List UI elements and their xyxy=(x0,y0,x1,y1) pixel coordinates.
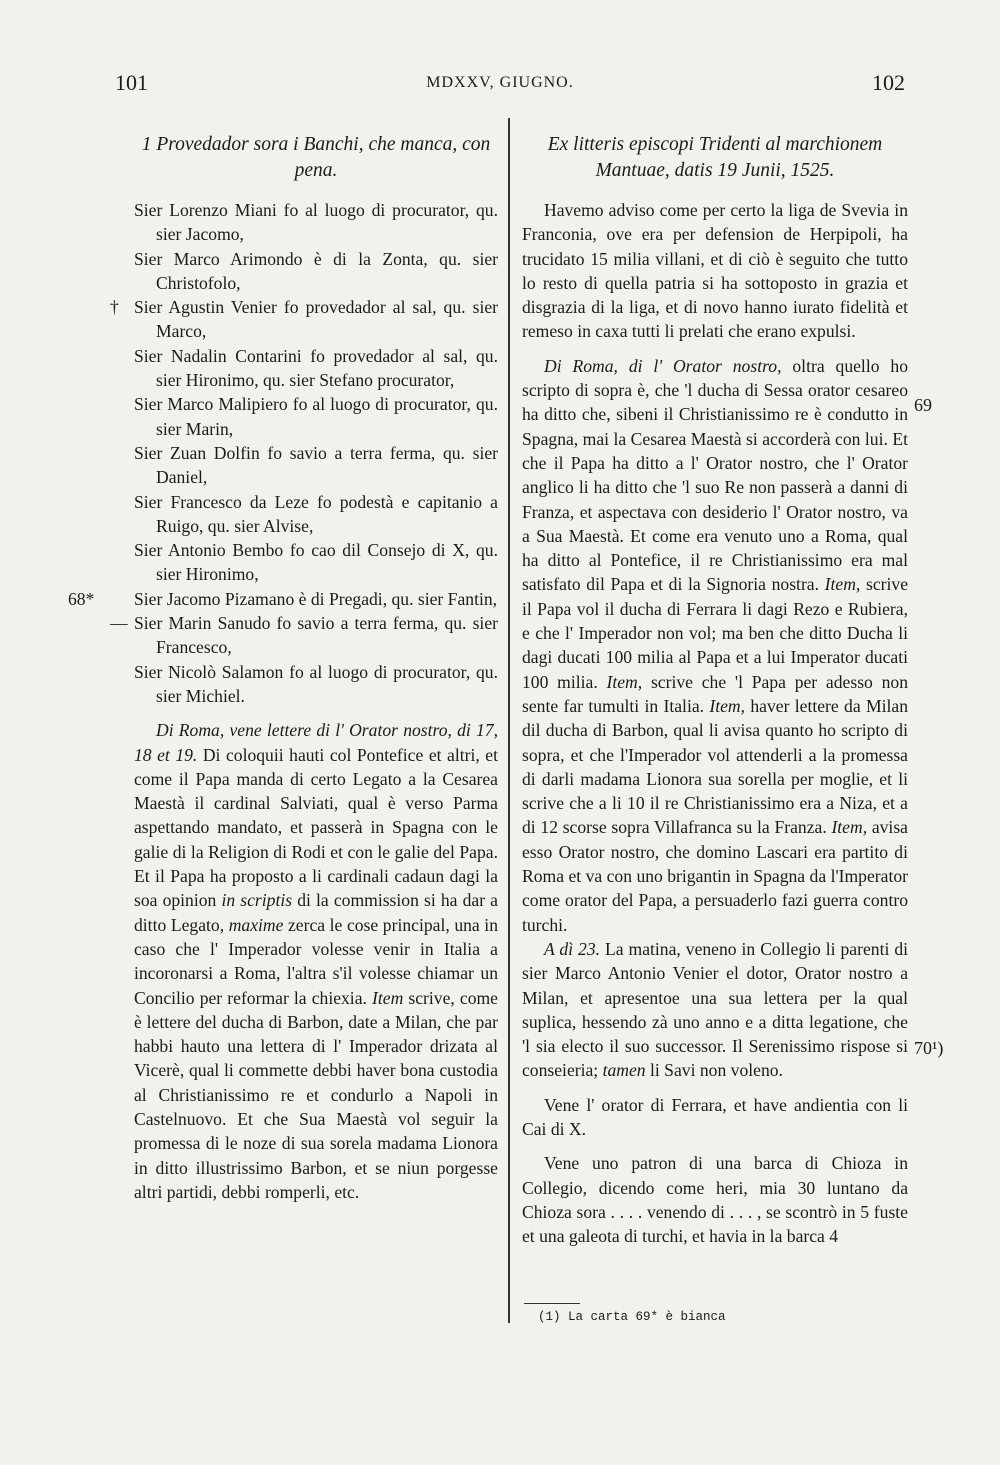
running-header: MDXXV, GIUGNO. xyxy=(426,74,574,91)
margin-folio-69: 69 xyxy=(914,395,932,415)
column-divider xyxy=(508,118,510,1323)
footnote-rule xyxy=(524,1303,580,1304)
margin-folio-68: 68* xyxy=(68,588,95,609)
right-paragraph-23: A dì 23. La matina, veneno in Collegio li parenti di sier Marco Antonio Venier el dotor, Orator nostro a Milan, et apresentoe una sua lettera per la qual suplica, hessendo zà uno anno e a ditta legatione, che 'l sia electo il suo successor. Il Serenissimo rispose si conseieria; tamen li Savi non voleno. xyxy=(522,938,908,1081)
right-section-title: Ex litteris episcopi Tridenti al marchionem Mantuae, datis 19 Junii, 1525. xyxy=(547,134,883,181)
list-item: Sier Marco Malipiero fo al luogo di procurator, qu. sier Marin, xyxy=(134,394,498,439)
list-item: Sier Antonio Bembo fo cao dil Consejo di X, qu. sier Hironimo, xyxy=(134,540,498,585)
left-column xyxy=(68,132,498,1204)
left-section-title: 1 Provedador sora i Banchi, che manca, con pena. xyxy=(141,134,491,181)
dash-mark: — xyxy=(110,613,128,634)
list-item: Sier Marco Arimondo è di la Zonta, qu. sier Christofolo, xyxy=(134,248,498,293)
page-number-right: 102 xyxy=(872,70,905,95)
right-column xyxy=(522,132,908,1248)
page-number-left: 101 xyxy=(115,70,148,95)
left-paragraph-roma: Di Roma, vene lettere di l' Orator nostro, di 17, 18 et 19. Di coloquii hauti col Pontefice et altri, et come il Papa manda di certo Legato a la Cesarea Maestà il cardinal Salviati, qual è verso Parma aspettando mandato, et passerà in Spagna con le galie di la Religion di Rodi et con le galie del Papa. Et il Papa ha proposto a li cardinali cadaun dagi la soa opinion in scriptis di la commission si ha dar a ditto Legato, maxime zerca le cose principal, una in caso che l' Imperador volesse venir in Italia a incoronarsi a Roma, l'altra s'il volesse chiamar un Concilio per reformar la chiexia. Item scrive, come è lettere del ducha di Barbon, date a Milan, che par habbi hauto una lettera di l' Imperador drizata al Vicerè, qual li commette debbi haver bona custodia al Christianissimo re et condurlo a Napoli in Castelnuovo. Et che Sua Maestà vol seguir la promessa di le noze di sua sorela madama Lionora in ditto illustrissimo Barbon, et se niun porgesse altri partidi, debbi romperli, etc. xyxy=(134,720,498,1202)
list-item: 68* Sier Jacomo Pizamano è di Pregadi, qu. sier Fantin, xyxy=(134,587,498,611)
candidate-list xyxy=(68,198,498,708)
footnote: (1) La carta 69* è bianca xyxy=(538,1310,726,1324)
cross-mark: † xyxy=(110,297,119,318)
right-paragraph-svevia: Havemo adviso come per certo la liga de Svevia in Franconia, ove era per defension de Herpipoli, ha trucidato 15 milia villani, et di ciò è seguito che tutto lo resto di quella patria si ha sottoposto in grazia et disgrazia di la liga, et di novo hanno iurato fidelità et remeso in caxa tutti li prelati che erano expulsi. xyxy=(522,200,908,342)
margin-folio-70: 70¹) xyxy=(914,1038,944,1058)
list-item: Sier Zuan Dolfin fo savio a terra ferma, qu. sier Daniel, xyxy=(134,442,498,488)
list-item: — Sier Marin Sanudo fo savio a terra ferma, qu. sier Francesco, xyxy=(110,613,498,658)
right-paragraph-chioza: Vene uno patron di una barca di Chioza in Collegio, dicendo come heri, mia 30 luntano da Chioza sora . . . . venendo di . . . , se scontrò in 5 fuste et una galeota di turchi, et havia in la barca 4 xyxy=(522,1153,908,1247)
list-item: Sier Lorenzo Miani fo al luogo di procurator, qu. sier Jacomo, xyxy=(134,200,498,245)
list-item: Sier Francesco da Leze fo podestà e capitanio a Ruigo, qu. sier Alvise, xyxy=(134,491,498,536)
list-item: Sier Nadalin Contarini fo provedador al sal, qu. sier Hironimo, qu. sier Stefano procurator, xyxy=(134,345,498,391)
right-paragraph-ferrara: Vene l' orator di Ferrara, et have andientia con li Cai di X. xyxy=(522,1094,908,1139)
list-item: Sier Nicolò Salamon fo al luogo di procurator, qu. sier Michiel. xyxy=(134,661,498,706)
right-paragraph-roma: Di Roma, di l' Orator nostro, oltra quello ho scripto di sopra è, che 'l ducha di Sessa orator cesareo ha ditto che, sibeni il Christianissimo re è condutto in Spagna, mai la Cesarea Maestà si accorderà con lui. Et che il Papa ha ditto a l' Orator nostro, che l' Orator anglico li ha ditto che 'l suo Re non passerà a danni di Franza, et aspectava con desiderio l' Orator nostro, va a Sua Maestà. Et come era venuto uno a Roma, qual ha ditto al Pontefice, il re Christianissimo era mal satisfato dil Papa et di la Signoria nostra. Item, scrive il Papa vol il ducha di Ferrara li dagi Rezo e Rubiera, e che l' Imperador non vol; ma ben che ditto Ducha li dagi ducati 100 milia al Papa et a lui Imperator ducati 100 milia. Item, scrive che 'l Papa per adesso non sente far tumulti in Italia. Item, haver lettere da Milan dil ducha di Barbon, qual li avisa quanto ho scripto di sopra, et che l'Imperador vol attenderli a la promessa di darli madama Lionora sua sorella per moglie, et li scrive che a li 10 il re Christianissimo era a Niza, et a di 12 scorse sopra Villafranca su la Franza. Item, avisa esso Orator nostro, che domino Lascari era partito di Roma et va con uno brigantin in Spagna da l'Imperator come orator del Papa, a persuaderlo fazi guerra contro turchi. xyxy=(522,355,909,935)
list-item: † Sier Agustin Venier fo provedador al sal, qu. sier Marco, xyxy=(110,297,498,342)
